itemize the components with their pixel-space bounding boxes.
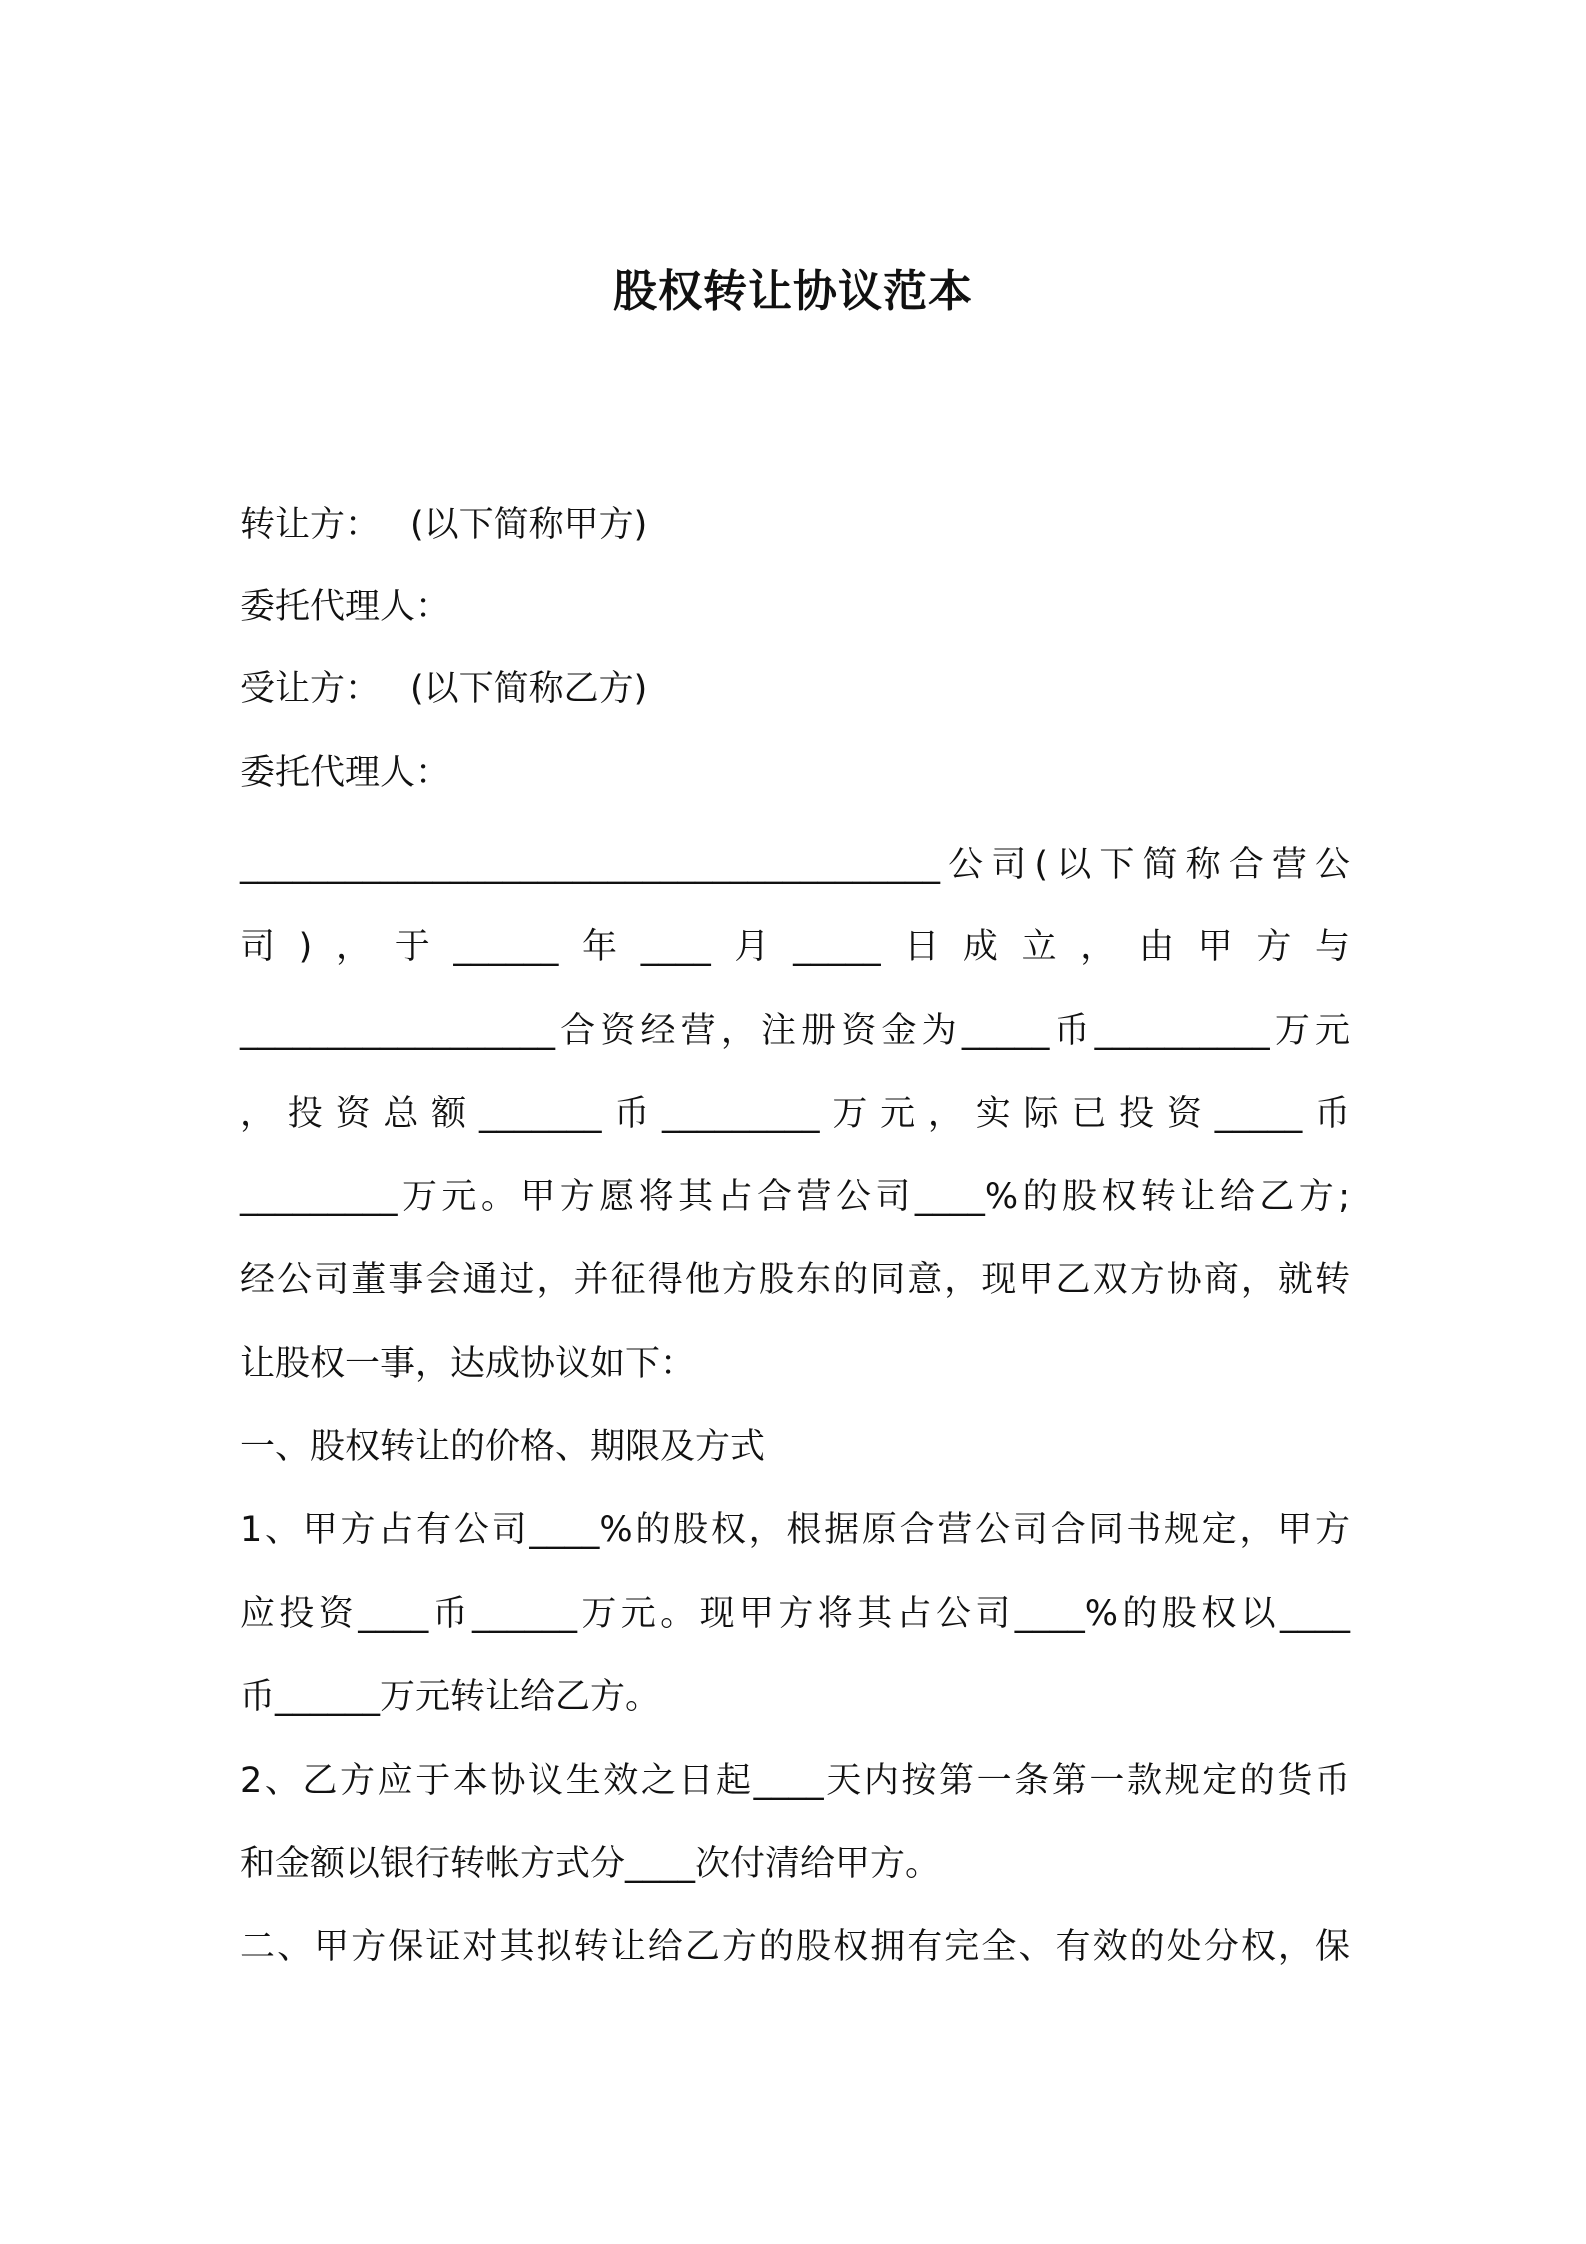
clause-1-line-3: 币______万元转让给乙方。	[240, 1677, 661, 1717]
transferee-line	[240, 664, 1350, 714]
transferee-label: 受让方：	[240, 669, 381, 709]
document-title: 股权转让协议范本	[613, 266, 973, 317]
clause-1-line-1: 1、甲方占有公司____%的股权，根据原合营公司合同书规定，甲方	[240, 1510, 1350, 1550]
transferor-note: (以下简称甲方)	[410, 505, 648, 545]
transferee-note: (以下简称乙方)	[410, 669, 648, 709]
transferor-line	[240, 500, 1350, 550]
section-1-heading: 一、股权转让的价格、期限及方式	[240, 1427, 766, 1467]
section-2-line-1: 二、甲方保证对其拟转让给乙方的股权拥有完全、有效的处分权，保	[240, 1927, 1350, 1967]
transferor-agent: 委托代理人：	[240, 587, 451, 627]
transferee-agent: 委托代理人：	[240, 753, 451, 793]
preamble-line-5: _________万元。甲方愿将其占合营公司____%的股权转让给乙方;	[240, 1177, 1350, 1217]
clause-2-line-1: 2、乙方应于本协议生效之日起____天内按第一条第一款规定的货币	[240, 1761, 1350, 1801]
preamble-line-4: ，投资总额_______币_________万元，实际已投资_____币	[240, 1094, 1350, 1134]
clause-1-line-2: 应投资____币______万元。现甲方将其占公司____%的股权以____	[240, 1594, 1350, 1634]
preamble-line-6: 经公司董事会通过，并征得他方股东的同意，现甲乙双方协商，就转	[240, 1260, 1350, 1300]
preamble-line-7: 让股权一事，达成协议如下：	[240, 1344, 696, 1384]
clause-2-line-2: 和金额以银行转帐方式分____次付清给甲方。	[240, 1844, 941, 1884]
preamble-line-1: ________________________________________公司(以下简称合营公	[240, 845, 1350, 885]
transferor-label: 转让方：	[240, 505, 381, 545]
preamble-line-2: 司)，于______年____月_____日成立，由甲方与	[240, 927, 1350, 967]
preamble-line-3: __________________合资经营，注册资金为_____币__________万元	[240, 1011, 1350, 1051]
